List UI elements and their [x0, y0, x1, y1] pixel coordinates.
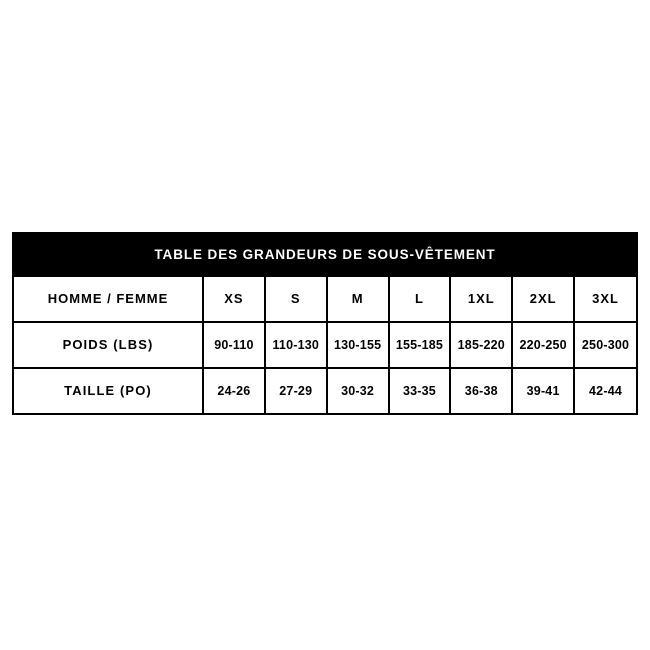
row-label-weight: POIDS (LBS) [14, 322, 203, 368]
waist-1xl: 36-38 [450, 368, 512, 413]
column-header-1xl: 1XL [450, 277, 512, 322]
weight-m: 130-155 [327, 322, 389, 368]
chart-title: TABLE DES GRANDEURS DE SOUS-VÊTEMENT [14, 234, 636, 277]
table-header-row [14, 277, 636, 322]
table-row [14, 368, 636, 413]
weight-2xl: 220-250 [512, 322, 574, 368]
weight-s: 110-130 [265, 322, 327, 368]
column-header-2xl: 2XL [512, 277, 574, 322]
weight-l: 155-185 [389, 322, 451, 368]
row-label-waist: TAILLE (PO) [14, 368, 203, 413]
column-header-m: M [327, 277, 389, 322]
column-header-s: S [265, 277, 327, 322]
waist-m: 30-32 [327, 368, 389, 413]
size-chart-table [14, 277, 636, 413]
waist-xs: 24-26 [203, 368, 265, 413]
weight-xs: 90-110 [203, 322, 265, 368]
waist-3xl: 42-44 [574, 368, 636, 413]
column-header-category: HOMME / FEMME [14, 277, 203, 322]
waist-2xl: 39-41 [512, 368, 574, 413]
table-row [14, 322, 636, 368]
column-header-xs: XS [203, 277, 265, 322]
size-chart [12, 232, 638, 415]
column-header-l: L [389, 277, 451, 322]
waist-s: 27-29 [265, 368, 327, 413]
weight-1xl: 185-220 [450, 322, 512, 368]
column-header-3xl: 3XL [574, 277, 636, 322]
weight-3xl: 250-300 [574, 322, 636, 368]
waist-l: 33-35 [389, 368, 451, 413]
